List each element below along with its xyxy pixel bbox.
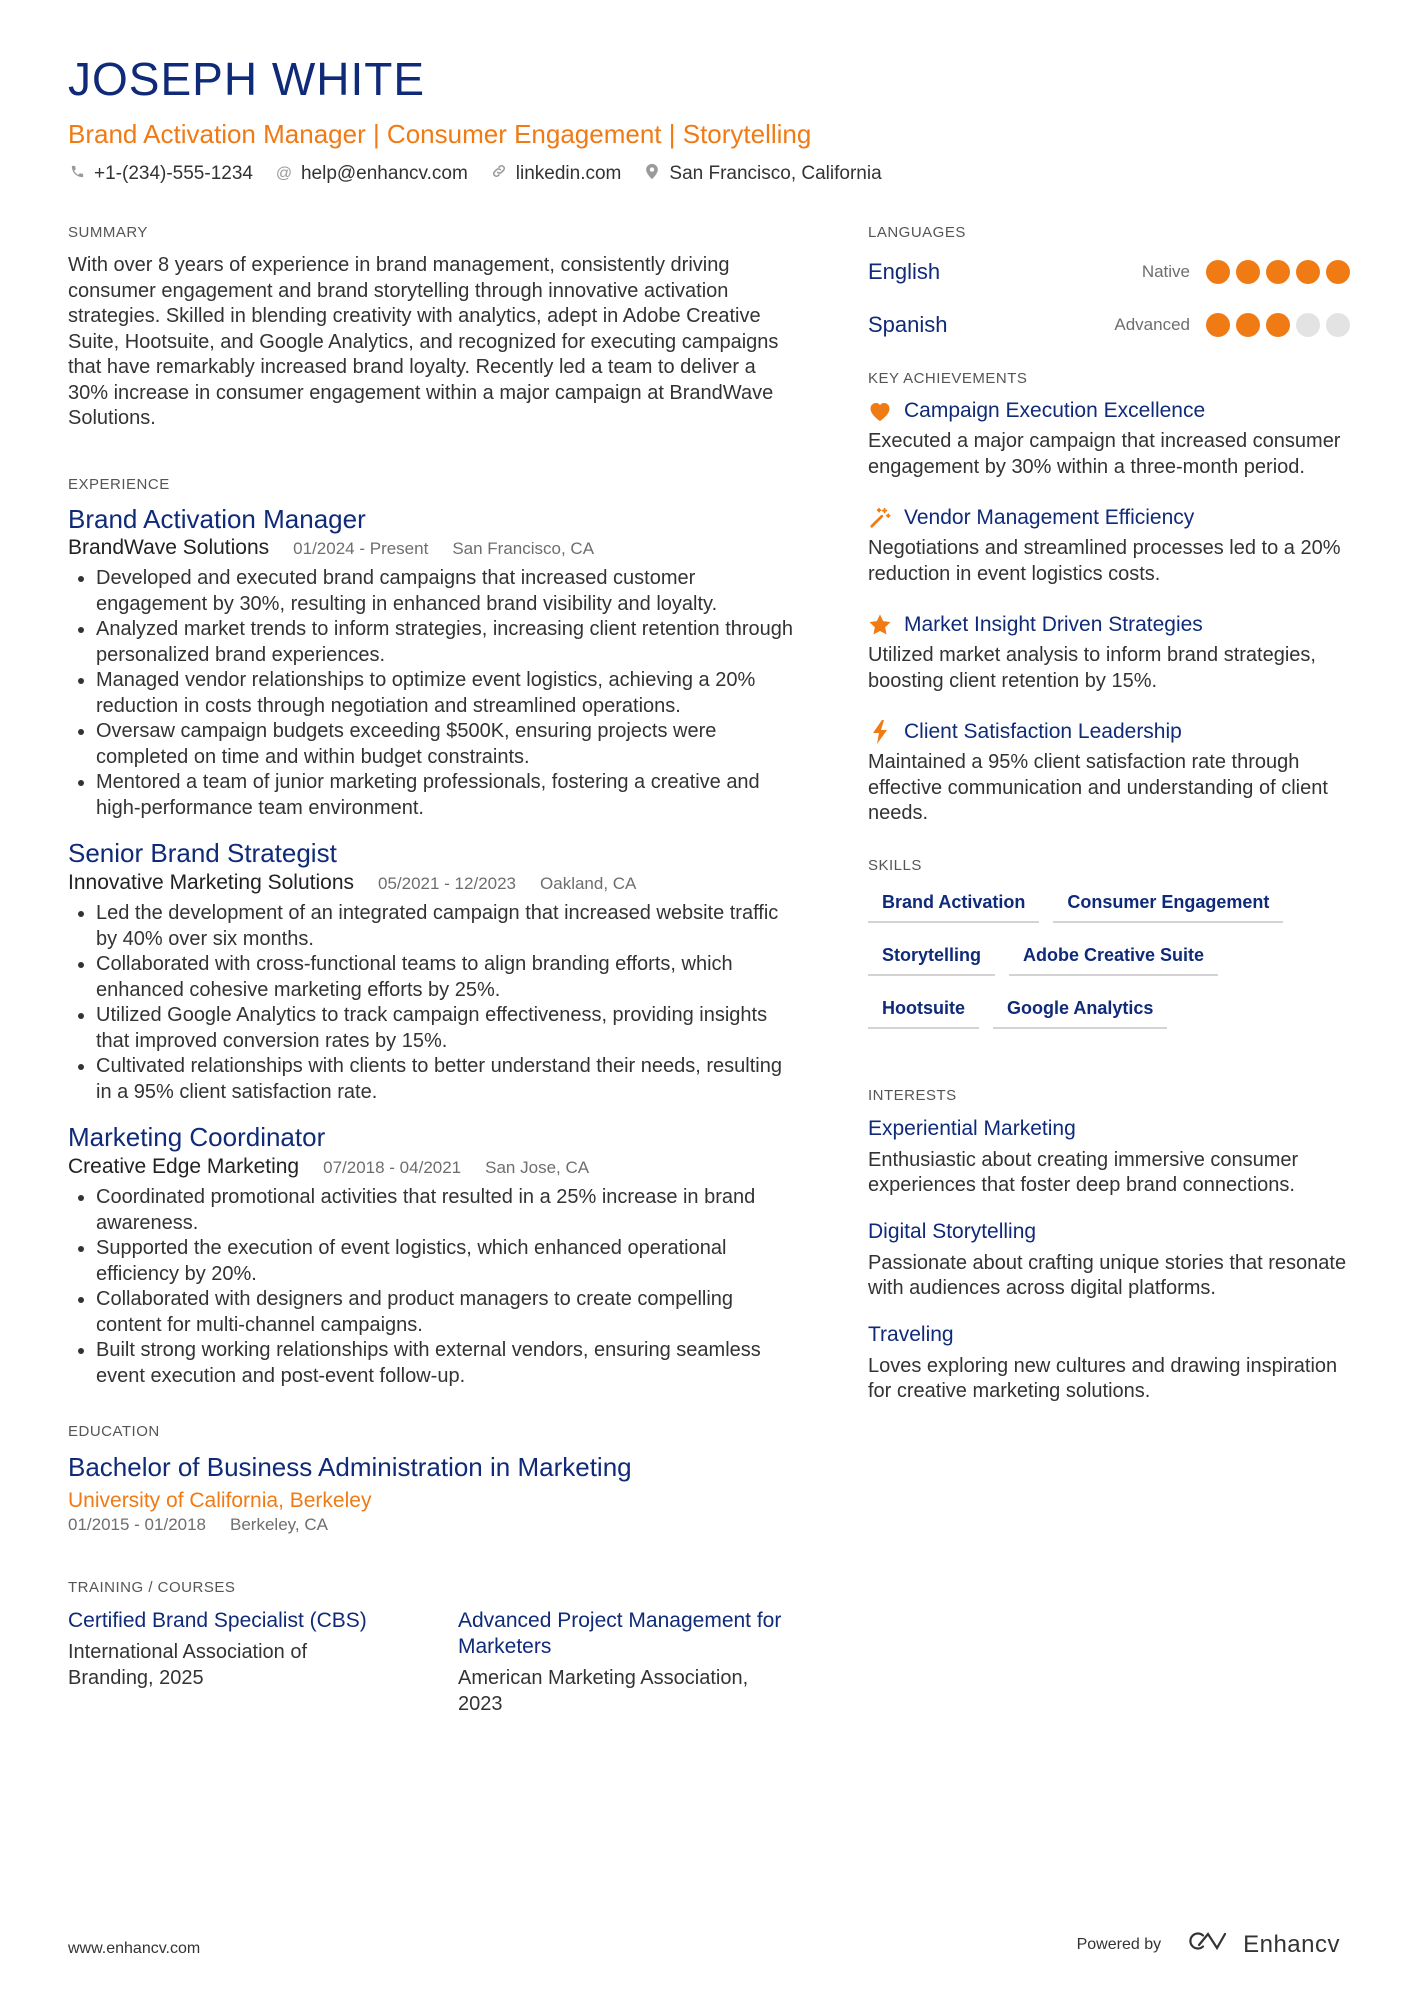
job-dates: 01/2024 - Present: [293, 539, 429, 559]
contact-linkedin-text: linkedin.com: [515, 162, 622, 184]
course-item: [68, 1608, 398, 1717]
achievement-item: [868, 399, 1350, 480]
job-title: Brand Activation Manager: [68, 503, 366, 534]
languages-title: LANGUAGES: [868, 224, 966, 241]
right-column: [868, 224, 1350, 1425]
skill-tags: [868, 886, 1338, 1029]
job-bullet: • Managed vendor relationships to optimize event logistics, achieving a 20% reduction in costs through negotiation and streamlined operations.: [96, 668, 798, 719]
interest-title: Experiential Marketing: [868, 1116, 1076, 1140]
course-provider: International Association of Branding, 2025: [68, 1641, 308, 1689]
job-bullets: [68, 901, 798, 1105]
job-meta: [68, 871, 798, 895]
job-bullet: • Supported the execution of event logistics, which enhanced operational efficiency by 20%.: [96, 1236, 798, 1287]
education-meta: [68, 1515, 798, 1535]
experience-title: EXPERIENCE: [68, 475, 170, 493]
achievements-title: KEY ACHIEVEMENTS: [868, 370, 1028, 387]
achievement-title: Campaign Execution Excellence: [904, 399, 1206, 422]
star-icon: [868, 613, 892, 637]
achievements-section: [868, 370, 1350, 827]
skills-section: [868, 857, 1350, 1029]
enhancv-logo-icon: [1187, 1930, 1233, 1959]
contact-linkedin[interactable]: [490, 163, 622, 185]
job-bullet: • Mentored a team of junior marketing professionals, fostering a creative and high-performance team environment.: [96, 770, 798, 821]
company-name: BrandWave Solutions: [68, 536, 270, 560]
job-location: San Jose, CA: [485, 1158, 590, 1178]
job-location: Oakland, CA: [540, 874, 637, 894]
job-dates: 07/2018 - 04/2021: [323, 1158, 462, 1178]
job-bullet: • Oversaw campaign budgets exceeding $500K, ensuring projects were completed on time and within budget constraints.: [96, 719, 798, 770]
skills-title: SKILLS: [868, 856, 922, 874]
enhancv-logo[interactable]: [1187, 1930, 1340, 1959]
company-name: Creative Edge Marketing: [68, 1155, 300, 1179]
job-location: San Francisco, CA: [452, 539, 595, 559]
language-item: [868, 253, 1350, 291]
summary-title: SUMMARY: [68, 224, 148, 241]
link-icon: [490, 163, 508, 184]
achievement-desc: Maintained a 95% client satisfaction rate through effective communication and understanding of client needs.: [868, 751, 1328, 824]
headline: Brand Activation Manager | Consumer Engagement | Storytelling: [68, 119, 812, 149]
course-item: [458, 1608, 788, 1717]
language-name: English: [868, 259, 941, 284]
contact-phone[interactable]: [68, 163, 253, 185]
achievement-desc: Negotiations and streamlined processes led to a 20% reduction in event logistics costs.: [868, 537, 1341, 585]
experience-item: [68, 505, 798, 822]
job-bullet: • Analyzed market trends to inform strategies, increasing client retention through personalized brand experiences.: [96, 617, 798, 668]
experience-item: [68, 839, 798, 1105]
job-bullet: • Utilized Google Analytics to track campaign effectiveness, providing insights that improved conversion rates by 15%.: [96, 1003, 798, 1054]
school-name: University of California, Berkeley: [68, 1489, 372, 1513]
achievement-heading: [868, 720, 1350, 744]
achievement-title: Market Insight Driven Strategies: [904, 613, 1203, 636]
interest-desc: Passionate about crafting unique stories that resonate with audiences across digital platforms.: [868, 1251, 1347, 1299]
job-bullet: • Developed and executed brand campaigns that increased customer engagement by 30%, resulting in enhanced brand visibility and loyalty.: [96, 566, 798, 617]
job-bullet: • Led the development of an integrated campaign that increased website traffic by 40% over six months.: [96, 901, 798, 952]
language-level: Native: [1141, 262, 1190, 281]
education-section: [68, 1423, 798, 1535]
interest-item: [868, 1219, 1350, 1302]
job-bullets: [68, 1185, 798, 1389]
brand-name: Enhancv: [1243, 1930, 1340, 1958]
rating-dot-filled: [1236, 313, 1260, 337]
achievement-desc: Executed a major campaign that increased consumer engagement by 30% within a three-month period.: [868, 430, 1341, 478]
rating-dot-empty: [1296, 313, 1320, 337]
at-icon: @: [275, 164, 293, 182]
achievement-heading: [868, 613, 1350, 637]
language-item: [868, 306, 1350, 344]
education-title: EDUCATION: [68, 1423, 160, 1441]
summary-text: With over 8 years of experience in brand management, consistently driving consumer engagement and brand storytelling through innovative activation strategies. Skilled in blending creativity with analytics, adept in Adobe Creative Suite, Hootsuite, and Google Analytics, and recognized for executing campaigns that have remarkably increased brand loyalty. Recently led a team to deliver a 30% increase in consumer engagement within a major campaign at BrandWave Solutions.: [68, 254, 779, 429]
experience-item: [68, 1123, 798, 1389]
contact-email[interactable]: [275, 163, 468, 185]
skill-tag: Hootsuite: [868, 992, 979, 1029]
job-title: Marketing Coordinator: [68, 1122, 326, 1153]
achievement-title: Vendor Management Efficiency: [904, 506, 1195, 529]
achievement-heading: [868, 399, 1350, 423]
job-bullet: • Built strong working relationships with external vendors, ensuring seamless event execution and post-event follow-up.: [96, 1338, 798, 1389]
achievement-desc: Utilized market analysis to inform brand strategies, boosting client retention by 15%.: [868, 644, 1316, 692]
contact-phone-text: +1-(234)-555-1234: [94, 162, 253, 184]
achievement-item: [868, 720, 1350, 827]
achievement-item: [868, 506, 1350, 587]
location-pin-icon: [643, 163, 661, 185]
powered-by-label: Powered by: [1076, 1935, 1162, 1953]
skill-tag: Brand Activation: [868, 886, 1039, 923]
job-meta: [68, 1155, 798, 1179]
company-name: Innovative Marketing Solutions: [68, 871, 354, 895]
rating-dot-filled: [1326, 260, 1350, 284]
experience-section: [68, 476, 798, 1390]
languages-section: [868, 224, 1350, 344]
interest-desc: Loves exploring new cultures and drawing inspiration for creative marketing solutions.: [868, 1354, 1338, 1402]
interests-title: INTERESTS: [868, 1086, 957, 1104]
skill-tag: Google Analytics: [993, 992, 1167, 1029]
interest-desc: Enthusiastic about creating immersive consumer experiences that foster deep brand connections.: [868, 1148, 1299, 1196]
contact-location-text: San Francisco, California: [669, 162, 882, 184]
resume-header: [68, 53, 1348, 185]
course-list: [68, 1608, 798, 1717]
job-bullet: • Collaborated with cross-functional teams to align branding efforts, which enhanced cohesive marketing efforts by 25%.: [96, 952, 798, 1003]
magic-wand-icon: [868, 506, 892, 530]
achievement-heading: [868, 506, 1350, 530]
job-title: Senior Brand Strategist: [68, 838, 337, 869]
job-bullet: • Cultivated relationships with clients to better understand their needs, resulting in a 95% client satisfaction rate.: [96, 1054, 798, 1105]
candidate-name: JOSEPH WHITE: [68, 53, 426, 105]
interest-title: Traveling: [868, 1322, 954, 1346]
phone-icon: [68, 164, 86, 184]
job-dates: 05/2021 - 12/2023: [378, 874, 517, 894]
skill-tag: Adobe Creative Suite: [1009, 939, 1218, 976]
rating-dot-empty: [1326, 313, 1350, 337]
lightning-icon: [868, 720, 892, 744]
education-location: Berkeley, CA: [230, 1515, 328, 1535]
rating-dot-filled: [1206, 313, 1230, 337]
language-rating: [1206, 260, 1350, 284]
contact-email-text: help@enhancv.com: [300, 162, 468, 184]
interest-title: Digital Storytelling: [868, 1219, 1037, 1243]
footer-branding: [1077, 1930, 1340, 1959]
language-name: Spanish: [868, 312, 948, 337]
skill-tag: Consumer Engagement: [1053, 886, 1283, 923]
interests-section: [868, 1087, 1350, 1405]
footer-website[interactable]: www.enhancv.com: [68, 1940, 201, 1957]
achievement-title: Client Satisfaction Leadership: [904, 720, 1182, 743]
contact-bar: [68, 163, 1348, 185]
course-provider: American Marketing Association, 2023: [458, 1667, 749, 1715]
education-dates: 01/2015 - 01/2018: [68, 1515, 207, 1535]
rating-dot-filled: [1206, 260, 1230, 284]
heart-icon: [868, 399, 892, 423]
course-title: Advanced Project Management for Marketers: [458, 1609, 782, 1659]
rating-dot-filled: [1236, 260, 1260, 284]
achievement-item: [868, 613, 1350, 694]
interest-item: [868, 1116, 1350, 1199]
training-title: TRAINING / COURSES: [68, 1579, 236, 1597]
rating-dot-filled: [1266, 260, 1290, 284]
training-section: [68, 1579, 798, 1717]
contact-location: [643, 163, 881, 185]
rating-dot-filled: [1266, 313, 1290, 337]
skill-tag: Storytelling: [868, 939, 995, 976]
left-column: [68, 224, 798, 1717]
language-rating: [1206, 313, 1350, 337]
job-bullet: • Coordinated promotional activities that resulted in a 25% increase in brand awareness.: [96, 1185, 798, 1236]
job-meta: [68, 536, 798, 560]
interest-item: [868, 1322, 1350, 1405]
rating-dot-filled: [1296, 260, 1320, 284]
job-bullets: [68, 566, 798, 821]
language-level: Advanced: [1114, 315, 1190, 334]
summary-section: [68, 224, 798, 432]
job-bullet: • Collaborated with designers and product managers to create compelling content for multi-channel campaigns.: [96, 1287, 798, 1338]
degree-title: Bachelor of Business Administration in Marketing: [68, 1452, 632, 1483]
course-title: Certified Brand Specialist (CBS): [68, 1609, 367, 1633]
